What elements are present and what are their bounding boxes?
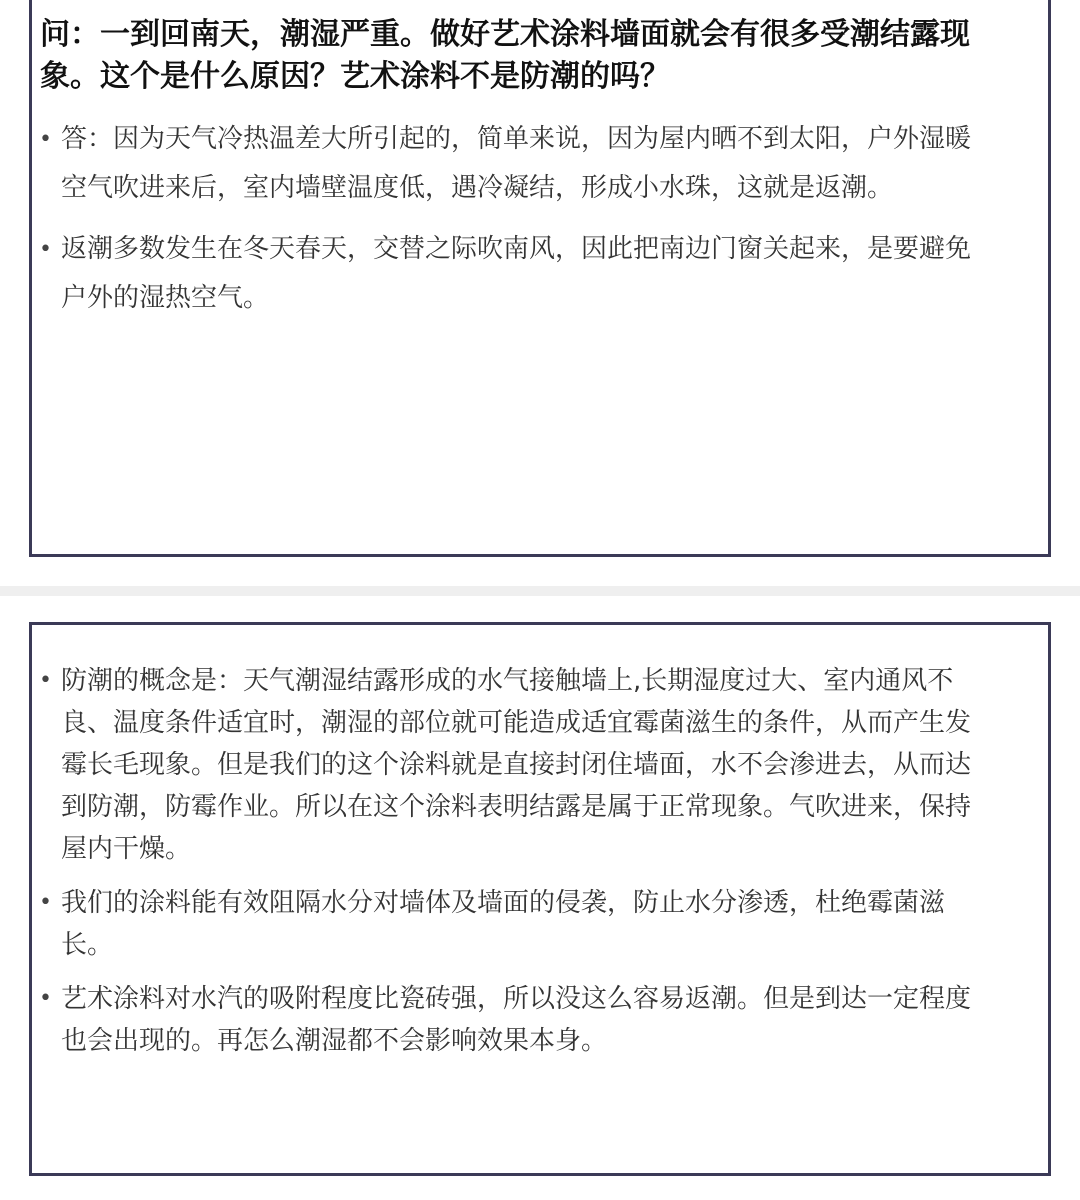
answer-text: 返潮多数发生在冬天春天，交替之际吹南风，因此把南边门窗关起来，是要避免户外的湿热空气。 [61,234,972,313]
explanation-item [36,660,976,870]
answer-list [36,115,976,335]
explanation-item [36,978,976,1062]
explanation-text: 我们的涂料能有效阻隔水分对墙体及墙面的侵袭，防止水分渗透，杜绝霉菌滋长。 [61,888,946,960]
answer-item [36,225,976,323]
answer-text: 答：因为天气冷热温差大所引起的，简单来说，因为屋内晒不到太阳，户外湿暖空气吹进来后，室内墙壁温度低，遇冷凝结，形成小水珠，这就是返潮。 [61,124,972,203]
bullet-dot-icon: • [39,986,52,1011]
bullet-dot-icon: • [39,890,52,915]
explanation-text: 防潮的概念是：天气潮湿结露形成的水气接触墙上,长期湿度过大、室内通风不良、温度条件适宜时，潮湿的部位就可能造成适宜霉菌滋生的条件，从而产生发霉长毛现象。但是我们的这个涂料就是直接封闭住墙面，水不会渗进去，从而达到防潮，防霉作业。所以在这个涂料表明结露是属于正常现象。气吹进来，保持屋内干燥。 [61,666,972,864]
explanation-list [36,660,976,1074]
bullet-dot-icon: • [39,668,52,693]
question-heading: 问：一到回南天，潮湿严重。做好艺术涂料墙面就会有很多受潮结露现象。这个是什么原因？艺术涂料不是防潮的吗？ [40,17,970,94]
explanation-item [36,882,976,966]
answer-item [36,115,976,213]
explanation-text: 艺术涂料对水汽的吸附程度比瓷砖强，所以没这么容易返潮。但是到达一定程度也会出现的。再怎么潮湿都不会影响效果本身。 [61,984,972,1056]
bullet-dot-icon: • [39,237,52,262]
bullet-dot-icon: • [39,127,52,152]
